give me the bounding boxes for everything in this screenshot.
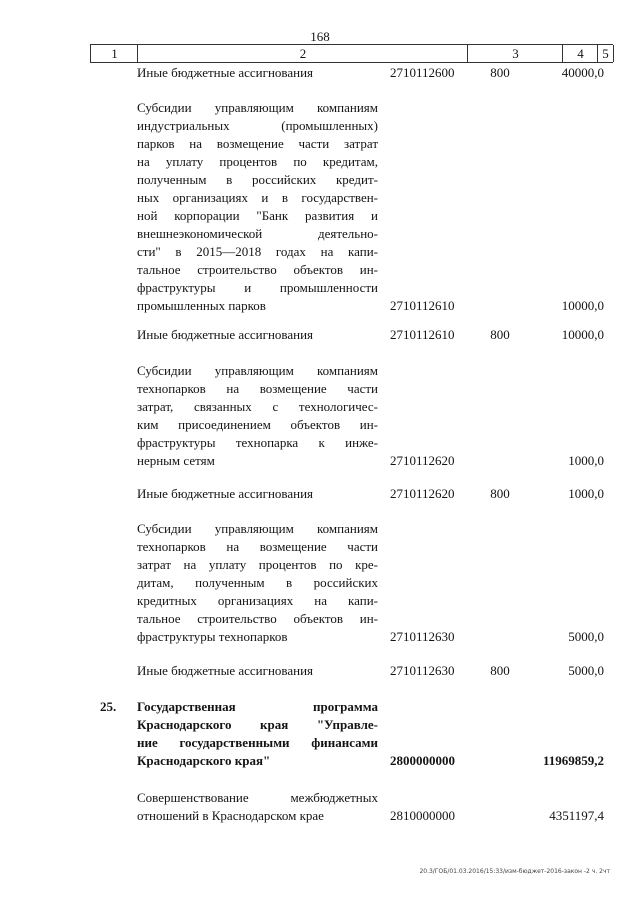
- row-amount: 1000,0: [568, 486, 604, 501]
- description-line: ние государственными финансами: [137, 735, 378, 750]
- description-line: Иные бюджетные ассигнования: [137, 65, 314, 80]
- column-header-3: 3: [467, 45, 563, 62]
- description-line: дитам, полученным в российских: [137, 575, 378, 590]
- description-line: Субсидии управляющим компаниям: [137, 521, 378, 536]
- description-line: сти" в 2015—2018 годах на капи-: [137, 244, 378, 259]
- row-code: 2710112630: [390, 629, 455, 644]
- page-number: 168: [310, 29, 330, 44]
- description-line: Краснодарского края": [137, 753, 271, 768]
- column-header-1: 1: [90, 45, 138, 62]
- row-code: 2710112610: [390, 327, 455, 342]
- description-line: Иные бюджетные ассигнования: [137, 486, 314, 501]
- row-amount: 4351197,4: [549, 808, 604, 823]
- description-line: Государственная программа: [137, 699, 378, 714]
- row-code: 2710112630: [390, 663, 455, 678]
- footer-stamp: 20.3/ГОБ/01.03.2016/15:33/изм-бюджет-2016-закон -2 ч. 2чт: [419, 868, 610, 875]
- description-line: Субсидии управляющим компаниям: [137, 100, 378, 115]
- row-description: [137, 662, 378, 680]
- row-description: [137, 789, 378, 825]
- description-line: тальное строительство объектов ин-: [137, 262, 378, 277]
- row-description: [137, 485, 378, 503]
- description-line: нерным сетям: [137, 453, 215, 468]
- row-description: [137, 64, 378, 82]
- row-description: [137, 362, 378, 470]
- description-line: полученным в российских кредит-: [137, 172, 378, 187]
- column-header-5: 5: [597, 45, 614, 62]
- description-line: тальное строительство объектов ин-: [137, 611, 378, 626]
- row-description: [137, 698, 378, 770]
- row-expense-type: 800: [490, 663, 510, 678]
- row-description: [137, 99, 378, 315]
- row-description: [137, 520, 378, 646]
- description-line: фраструктуры и промышленности: [137, 280, 378, 295]
- description-line: ных организациях и в государствен-: [137, 190, 378, 205]
- row-expense-type: 800: [490, 65, 510, 80]
- description-line: Иные бюджетные ассигнования: [137, 327, 314, 342]
- row-amount: 5000,0: [568, 663, 604, 678]
- row-code: 2710112610: [390, 298, 455, 313]
- row-code: 2710112600: [390, 65, 455, 80]
- row-amount: 5000,0: [568, 629, 604, 644]
- description-line: Иные бюджетные ассигнования: [137, 663, 314, 678]
- description-line: затрат на уплату процентов по кре-: [137, 557, 378, 572]
- row-code: 2810000000: [390, 808, 455, 823]
- row-expense-type: 800: [490, 486, 510, 501]
- row-amount: 1000,0: [568, 453, 604, 468]
- row-description: [137, 326, 378, 344]
- description-line: ной корпорации "Банк развития и: [137, 208, 378, 223]
- row-amount: 10000,0: [561, 327, 604, 342]
- description-line: индустриальных (промышленных): [137, 118, 378, 133]
- description-line: технопарков на возмещение части: [137, 539, 378, 554]
- row-amount: 40000,0: [561, 65, 604, 80]
- description-line: фраструктуры технопарков: [137, 629, 288, 644]
- column-header-2: 2: [137, 45, 468, 62]
- row-amount: 11969859,2: [542, 753, 604, 768]
- description-line: кредитных организациях на капи-: [137, 593, 378, 608]
- description-line: внешнеэкономической деятельно-: [137, 226, 378, 241]
- description-line: отношений в Краснодарском крае: [137, 808, 324, 823]
- description-line: фраструктуры технопарка к инже-: [137, 435, 378, 450]
- row-amount: 10000,0: [561, 298, 604, 313]
- description-line: Совершенствование межбюджетных: [137, 790, 378, 805]
- description-line: Субсидии управляющим компаниям: [137, 363, 378, 378]
- description-line: технопарков на возмещение части: [137, 381, 378, 396]
- row-code: 2800000000: [390, 753, 455, 768]
- description-line: ким присоединением объектов ин-: [137, 417, 378, 432]
- description-line: на уплату процентов по кредитам,: [137, 154, 378, 169]
- description-line: затрат, связанных с технологичес-: [137, 399, 378, 414]
- row-number: 25.: [100, 699, 117, 714]
- description-line: промышленных парков: [137, 298, 266, 313]
- column-header-4: 4: [562, 45, 598, 62]
- row-expense-type: 800: [490, 327, 510, 342]
- table-header: [90, 44, 613, 63]
- description-line: парков на возмещение части затрат: [137, 136, 378, 151]
- description-line: Краснодарского края "Управле-: [137, 717, 378, 732]
- row-code: 2710112620: [390, 453, 455, 468]
- row-code: 2710112620: [390, 486, 455, 501]
